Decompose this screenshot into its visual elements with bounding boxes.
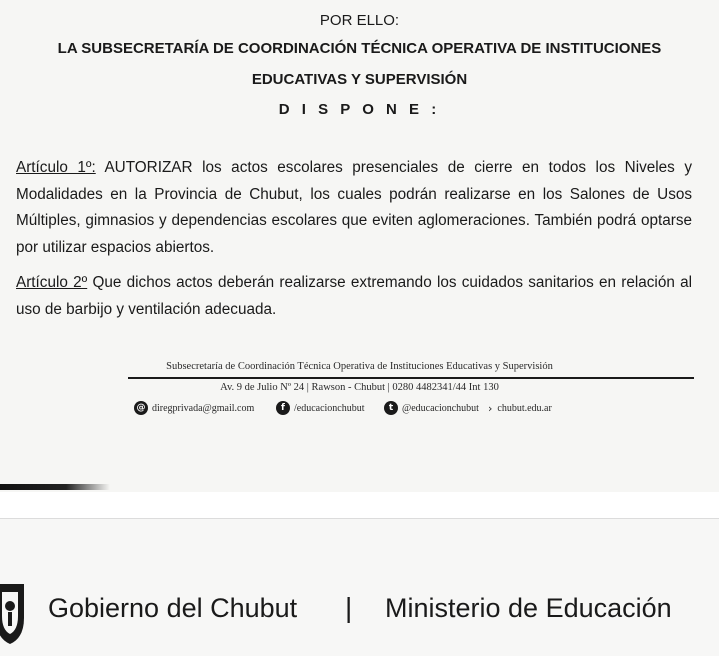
footer-facebook (276, 400, 365, 416)
article-1 (16, 155, 692, 261)
footer-twitter-text: @educacionchubut (402, 402, 479, 414)
facebook-icon: f (276, 401, 290, 415)
article-2-label: Artículo 2º (16, 274, 88, 291)
footer-facebook-text: /educacionchubut (294, 402, 365, 414)
scan-edge-mark (0, 484, 110, 490)
footer-address: Av. 9 de Julio Nº 24 | Rawson - Chubut | 0280 4482341/44 Int 130 (220, 382, 499, 393)
ministry-name: Ministerio de Educación (385, 593, 672, 623)
authority-line-1: LA SUBSECRETARÍA DE COORDINACIÓN TÉCNICA OPERATIVA DE INSTITUCIONES (57, 40, 662, 57)
authority-line-2: EDUCATIVAS Y SUPERVISIÓN (251, 71, 468, 88)
footer-web (488, 400, 552, 416)
footer-email-text: diregprivada@gmail.com (152, 402, 255, 414)
government-name: Gobierno del Chubut (48, 593, 298, 623)
article-2-text: Que dichos actos deberán realizarse extremando los cuidados sanitarios en relación al uso de barbijo y ventilación adecuada. (16, 274, 692, 318)
por-ello-heading: POR ELLO: (319, 12, 400, 29)
province-shield-logo (0, 578, 28, 648)
footer-web-text: chubut.edu.ar (497, 402, 552, 414)
footer-twitter (384, 400, 479, 416)
twitter-icon: t (384, 401, 398, 415)
chevron-right-icon: › (488, 401, 493, 415)
dispone-heading: D I S P O N E : (278, 101, 441, 118)
article-1-label: Artículo 1º: (16, 159, 96, 176)
article-1-text: AUTORIZAR los actos escolares presenciales de cierre en todos los Niveles y Modalidades en la Provincia de Chubut, los cuales podrán realizarse en los Salones de Usos Múltiples, gimnasios y dependencias escolares que eviten aglomeraciones. También podrá optarse por utilizar espacios abiertos. (16, 159, 692, 256)
page-gap (0, 492, 719, 518)
article-2 (16, 270, 692, 323)
footer-organization: Subsecretaría de Coordinación Técnica Operativa de Instituciones Educativas y Supervisión (166, 361, 553, 372)
email-icon: @ (134, 401, 148, 415)
letterhead-separator: | (345, 592, 353, 623)
next-page-letterhead (0, 518, 719, 656)
footer-rule (128, 377, 694, 379)
footer-email (134, 400, 254, 416)
